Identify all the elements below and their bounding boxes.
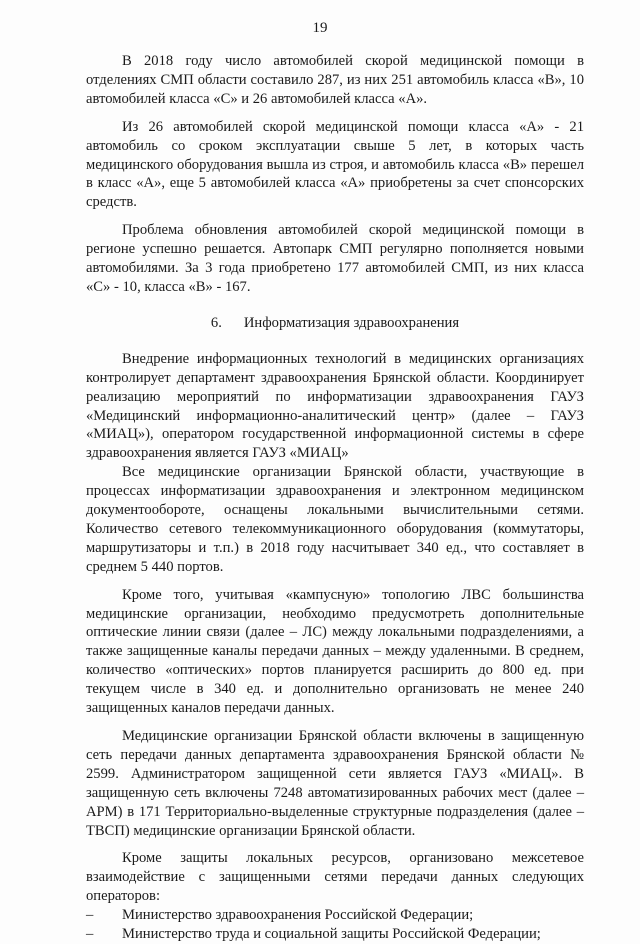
paragraph-lan: Все медицинские организации Брянской области, участвующие в процессах информатизации здравоохранения и электронном медицинском документообороте, оснащены локальными вычислительными сетями. Количество сетевого телекоммуникационного оборудования (коммутаторы, маршрутизаторы и т.п.) в 2018 году насчитывает 340 ед., что составляет в среднем 5 440 портов. [86,464,584,575]
section-title: Информатизация здравоохранения [243,314,460,331]
section-number: 6. [210,314,222,331]
paragraph-campus-topology: Кроме того, учитывая «кампусную» топологию ЛВС большинства медицинские организации, необходимо предусмотреть дополнительные оптические линии связи (далее – ЛС) между локальными подразделениями, а также защищенные каналы передачи данных – между удаленными. В среднем, количество «оптических» портов планируется расширить до 800 ед. при текущем числе в 340 ед. и дополнительно организовать не менее 240 защищенных каналов передачи данных. [86,586,584,717]
paragraph-secure-network: Медицинские организации Брянской области включены в защищенную сеть передачи данных департамента здравоохранения Брянской области № 2599. Администратором защищенной сети является ГАУЗ «МИАЦ». В защищенную сеть включены 7248 автоматизированных рабочих мест (далее – АРМ) в 171 Территориально-выделенные структурные подразделения (далее – ТВСП) медицинские организации Брянской области. [86,728,584,839]
list-item-text: Министерство труда и социальной защиты Российской Федерации; [122,926,541,943]
paragraph-class-a: Из 26 автомобилей скорой медицинской помощи класса «А» - 21 автомобиль со сроком эксплуатации свыше 5 лет, в которых часть медицинского оборудования вышла из строя, и автомобиль класса «В» перешел в класс «А», еще 5 автомобилей класса «А» приобретены за счет спонсорских средств. [86,118,584,211]
paragraph-ambulance-count: В 2018 году число автомобилей скорой медицинской помощи в отделениях СМП области составило 287, из них 251 автомобиль класса «В», 10 автомобилей класса «С» и 26 автомобилей класса «А». [86,53,584,107]
paragraph-fleet-renewal: Проблема обновления автомобилей скорой медицинской помощи в регионе успешно решается. Автопарк СМП регулярно пополняется новыми автомобилями. За 3 года приобретено 177 автомобилей СМП, из них класса «С» - 10, класса «В» - 167. [86,222,584,295]
paragraph-it-control: Внедрение информационных технологий в медицинских организациях контролирует департамент здравоохранения Брянской области. Координирует реализацию мероприятий по информатизации здравоохранения ГАУЗ «Медицинский информационно-аналитический центр» (далее – ГАУЗ «МИАЦ»), оператором государственной информационной системы в сфере здравоохранения является ГАУЗ «МИАЦ» [86,350,584,462]
page-content [86,52,584,944]
list-marker: – [86,907,94,924]
list-item [86,925,584,944]
section-heading [86,314,584,333]
operators-list [86,906,584,944]
paragraph-interconnection: Кроме защиты локальных ресурсов, организовано межсетевое взаимодействие с защищенными сетями передачи данных следующих операторов: [86,850,584,905]
list-item [86,906,584,925]
list-item-text: Министерство здравоохранения Российской Федерации; [122,907,474,924]
page-number: 19 [312,20,328,36]
list-marker: – [86,926,94,943]
